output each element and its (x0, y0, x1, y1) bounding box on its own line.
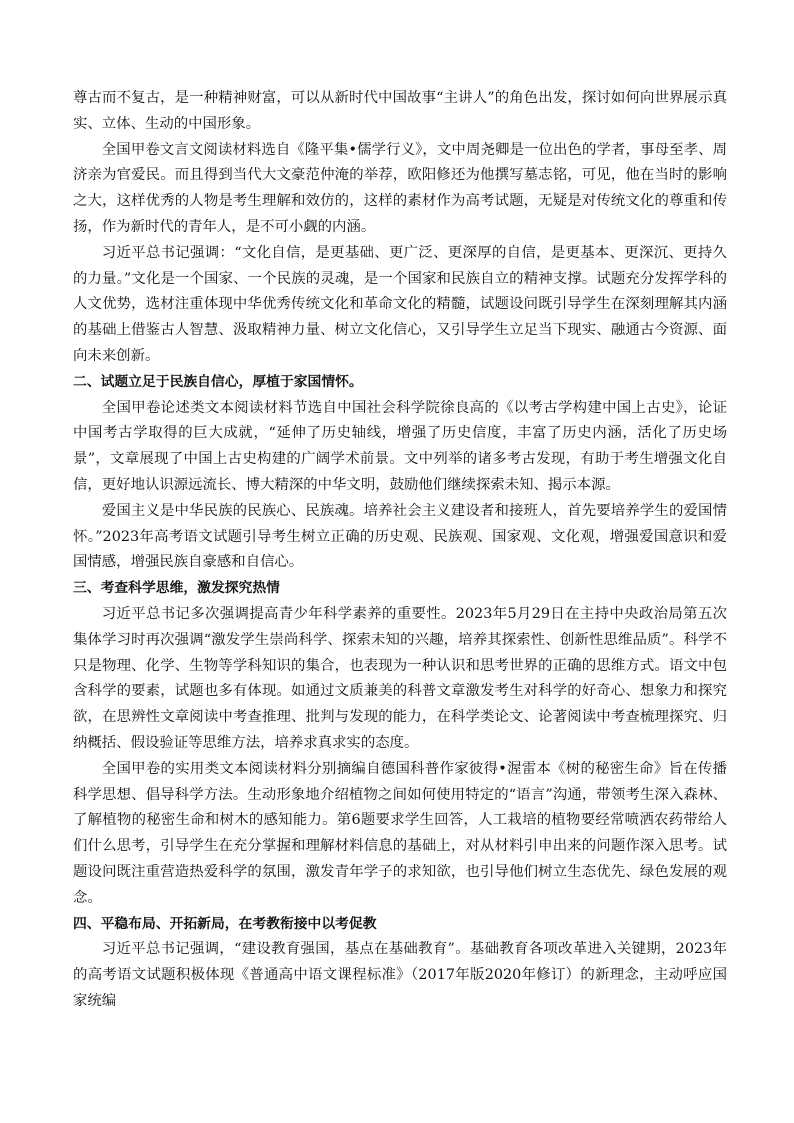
paragraph-1: 尊古而不复古，是一种精神财富，可以从新时代中国故事“主讲人”的角色出发，探讨如何向世界展示真实、立体、生动的中国形象。 (73, 90, 727, 132)
section-heading-2: 二、试题立足于民族自信心，厚植于家国情怀。 (73, 373, 363, 390)
section-heading-3: 三、考查科学思维，激发探究热情 (73, 580, 280, 597)
paragraph-8: 习近平总书记强调，“建设教育强国，基点在基础教育”。基础教育各项改革进入关键期，2023年的高考语文试题积极体现《普通高中语文课程标准》（2017年版2020年修订）的新理念，主动呼应国家统编 (73, 941, 727, 1009)
paragraph-4: 全国甲卷论述类文本阅读材料节选自中国社会科学院徐良高的《以考古学构建中国上古史》，论证中国考古学取得的巨大成就，“延伸了历史轴线，增强了历史信度，丰富了历史内涵，活化了历史场景”，文章展现了中国上古史构建的广阔学术前景。文中列举的诸多考古发现，有助于考生增强文化自信，更好地认识源远流长、博大精深的中华文明，鼓励他们继续探索未知、揭示本源。 (73, 399, 727, 493)
section-heading-4: 四、平稳布局、开拓新局，在考教衔接中以考促教 (73, 915, 377, 932)
paragraph-6: 习近平总书记多次强调提高青少年科学素养的重要性。2023年5月29日在主持中央政治局第五次集体学习时再次强调“激发学生崇尚科学、探索未知的兴趣，培养其探索性、创新性思维品质”。科学不只是物理、化学、生物等学科知识的集合，也表现为一种认识和思考世界的正确的思维方式。语文中包含科学的要素，试题也多有体现。如通过文质兼美的科普文章激发考生对科学的好奇心、想象力和探究欲，在思辨性文章阅读中考查推理、批判与发现的能力，在科学类论文、论著阅读中考查梳理探究、归纳概括、假设验证等思维方法，培养求真求实的态度。 (73, 605, 727, 751)
paragraph-2: 全国甲卷文言文阅读材料选自《隆平集•儒学行义》，文中周尧卿是一位出色的学者，事母至孝、周济亲为官爱民。而且得到当代大文豪范仲淹的举荐，欧阳修还为他撰写墓志铭，可见，他在当时的影响之大，这样优秀的人物是考生理解和效仿的，这样的素材作为高考试题，无疑是对传统文化的尊重和传扬，作为新时代的青年人，是不可小觑的内涵。 (73, 141, 727, 235)
paragraph-3: 习近平总书记强调：“文化自信，是更基础、更广泛、更深厚的自信，是更基本、更深沉、更持久的力量。”文化是一个国家、一个民族的灵魂，是一个国家和民族自立的精神支撑。试题充分发挥学科的人文优势，选材注重体现中华优秀传统文化和革命文化的精髓，试题设问既引导学生在深刻理解其内涵的基础上借鉴古人智慧、汲取精神力量、树立文化信心，又引导学生立足当下现实、融通古今资源、面向未来创新。 (73, 244, 727, 364)
paragraph-5: 爱国主义是中华民族的民族心、民族魂。培养社会主义建设者和接班人，首先要培养学生的爱国情怀。”2023年高考语文试题引导考生树立正确的历史观、民族观、国家观、文化观，增强爱国意识和爱国情感，增强民族自豪感和自信心。 (73, 502, 727, 571)
document-body (73, 86, 727, 1015)
paragraph-7: 全国甲卷的实用类文本阅读材料分别摘编自德国科普作家彼得•渥雷本《树的秘密生命》旨在传播科学思想、倡导科学方法。生动形象地介绍植物之间如何使用特定的“语言”沟通，带领考生深入森林、了解植物的秘密生命和树木的感知能力。第6题要求学生回答，人工栽培的植物要经常喷洒农药带给人们什么思考，引导学生在充分掌握和理解材料信息的基础上，对从材料引申出来的问题作深入思考。试题设问既注重营造热爱科学的氛围，激发青年学子的求知欲，也引导他们树立生态优先、绿色发展的观念。 (73, 760, 727, 906)
